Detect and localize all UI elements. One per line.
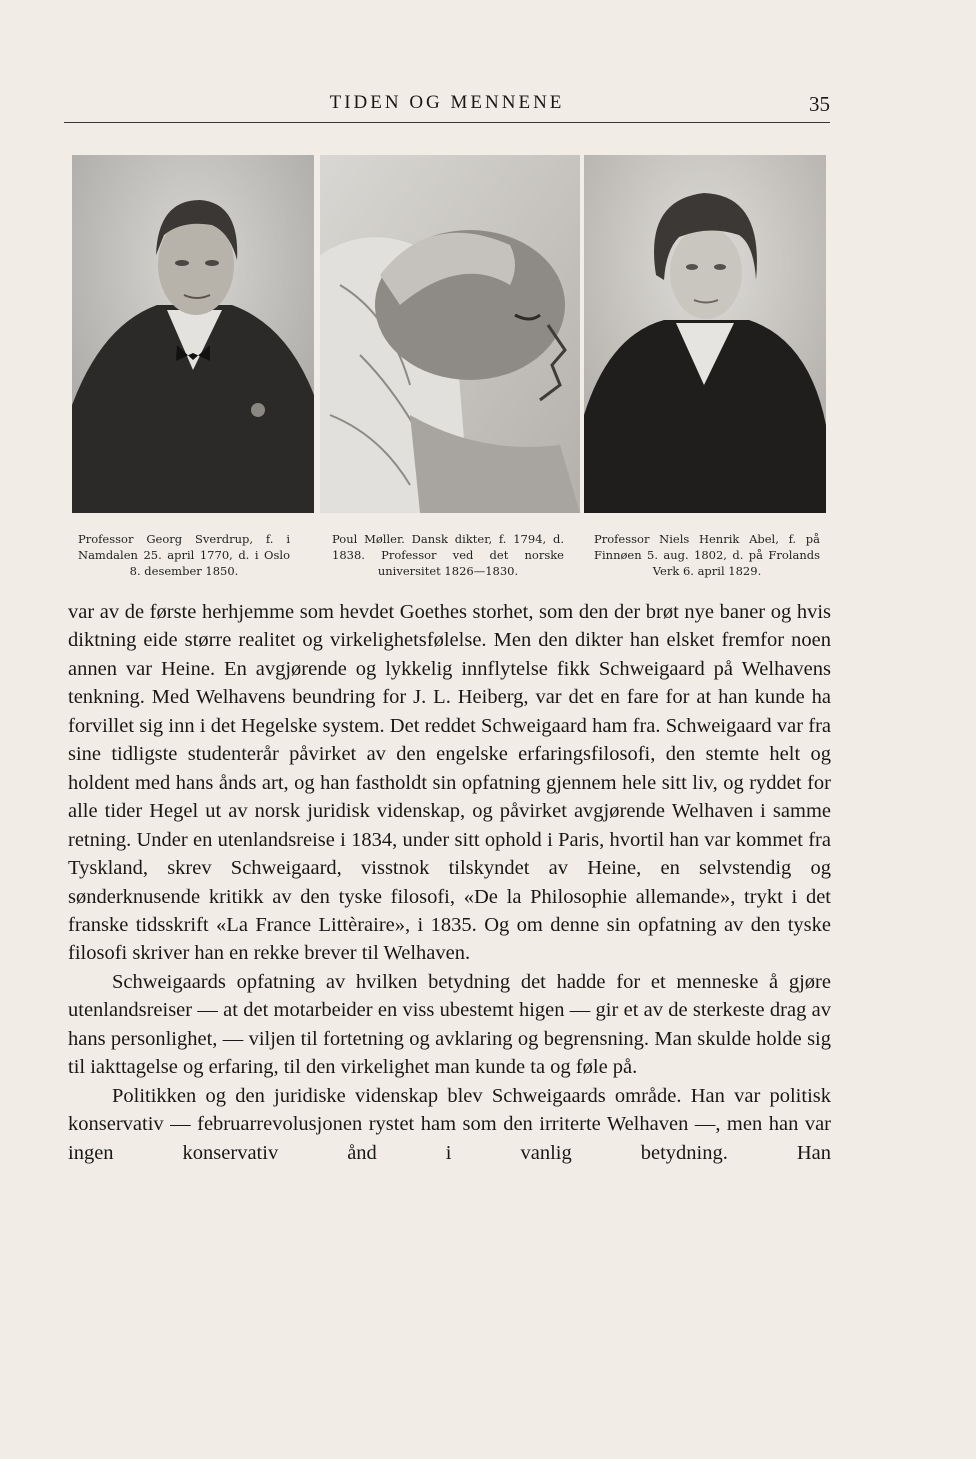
paragraph-3: Politikken og den juridiske videnskap blev Schweigaards område. Han var politisk konservativ — februarrevolusjonen rystet ham som den irriterte Welhaven —, men han var ingen konservativ ånd i vanlig betydning. Han: [68, 1084, 831, 1164]
portrait-sverdrup: [72, 155, 314, 513]
page-header: [64, 90, 830, 123]
portrait-plates: [72, 155, 826, 513]
caption-moller: Poul Møller. Dansk dikter, f. 1794, d. 1838. Professor ved det norske universitet 1826—1830.: [332, 532, 564, 578]
caption-sverdrup: Professor Georg Sverdrup, f. i Namdalen 25. april 1770, d. i Oslo 8. desember 1850.: [78, 532, 290, 578]
portrait-abel: [584, 155, 826, 513]
portrait-abel-image: [584, 155, 826, 513]
body-text: [68, 598, 831, 1167]
page-number: 35: [809, 92, 830, 116]
portrait-moller: [320, 155, 580, 513]
running-title: TIDEN OG MENNENE: [329, 92, 565, 113]
portrait-moller-image: [320, 155, 580, 513]
paragraph-2: Schweigaards opfatning av hvilken betydning det hadde for et menneske å gjøre utenlandsreiser — at det motarbeider en viss ubestemt higen — gir et av de sterkeste drag av hans personlighet, — viljen til fortetning og avklaring og begrensning. Man skulde holde sig til iakttagelse og erfaring, til den virkelighet man kunde ta og føle på.: [68, 970, 831, 1079]
paragraph-1: var av de første herhjemme som hevdet Goethes storhet, som den der brøt nye baner og hvis diktning eide større realitet og virkelighetsfølelse. Men den dikter han elsket fremfor noen annen var Heine. En avgjørende og lykkelig innflytelse fikk Schweigaard på Welhavens tenkning. Med Welhavens beundring for J. L. Heiberg, var det en fare for at han kunde ha forvillet sig inn i det Hegelske system. Det reddet Schweigaard ham fra. Schweigaard var fra sine tidligste studenterår påvirket av den engelske erfaringsfilosofi, den stemte helt og holdent med hans ånds art, og han fastholdt sin opfatning gjennem hele sitt liv, og ryddet for alle tider Hegel ut av norsk juridisk videnskap, og påvirket avgjørende Welhaven i samme retning. Under en utenlandsreise i 1834, under sitt ophold i Paris, hvortil han var kommet fra Tyskland, skrev Schweigaard, visstnok tilskyndet av Heine, en selvstendig og sønderknusende kritikk av den tyske filosofi, «De la Philosophie allemande», trykt i det franske tidsskrift «La France Littèraire», i 1835. Og om denne sin opfatning av den tyske filosofi skriver han en rekke brever til Welhaven.: [68, 601, 831, 965]
caption-abel: Professor Niels Henrik Abel, f. på Finnøen 5. aug. 1802, d. på Frolands Verk 6. april 1829.: [594, 532, 820, 578]
portrait-sverdrup-image: [72, 155, 314, 513]
